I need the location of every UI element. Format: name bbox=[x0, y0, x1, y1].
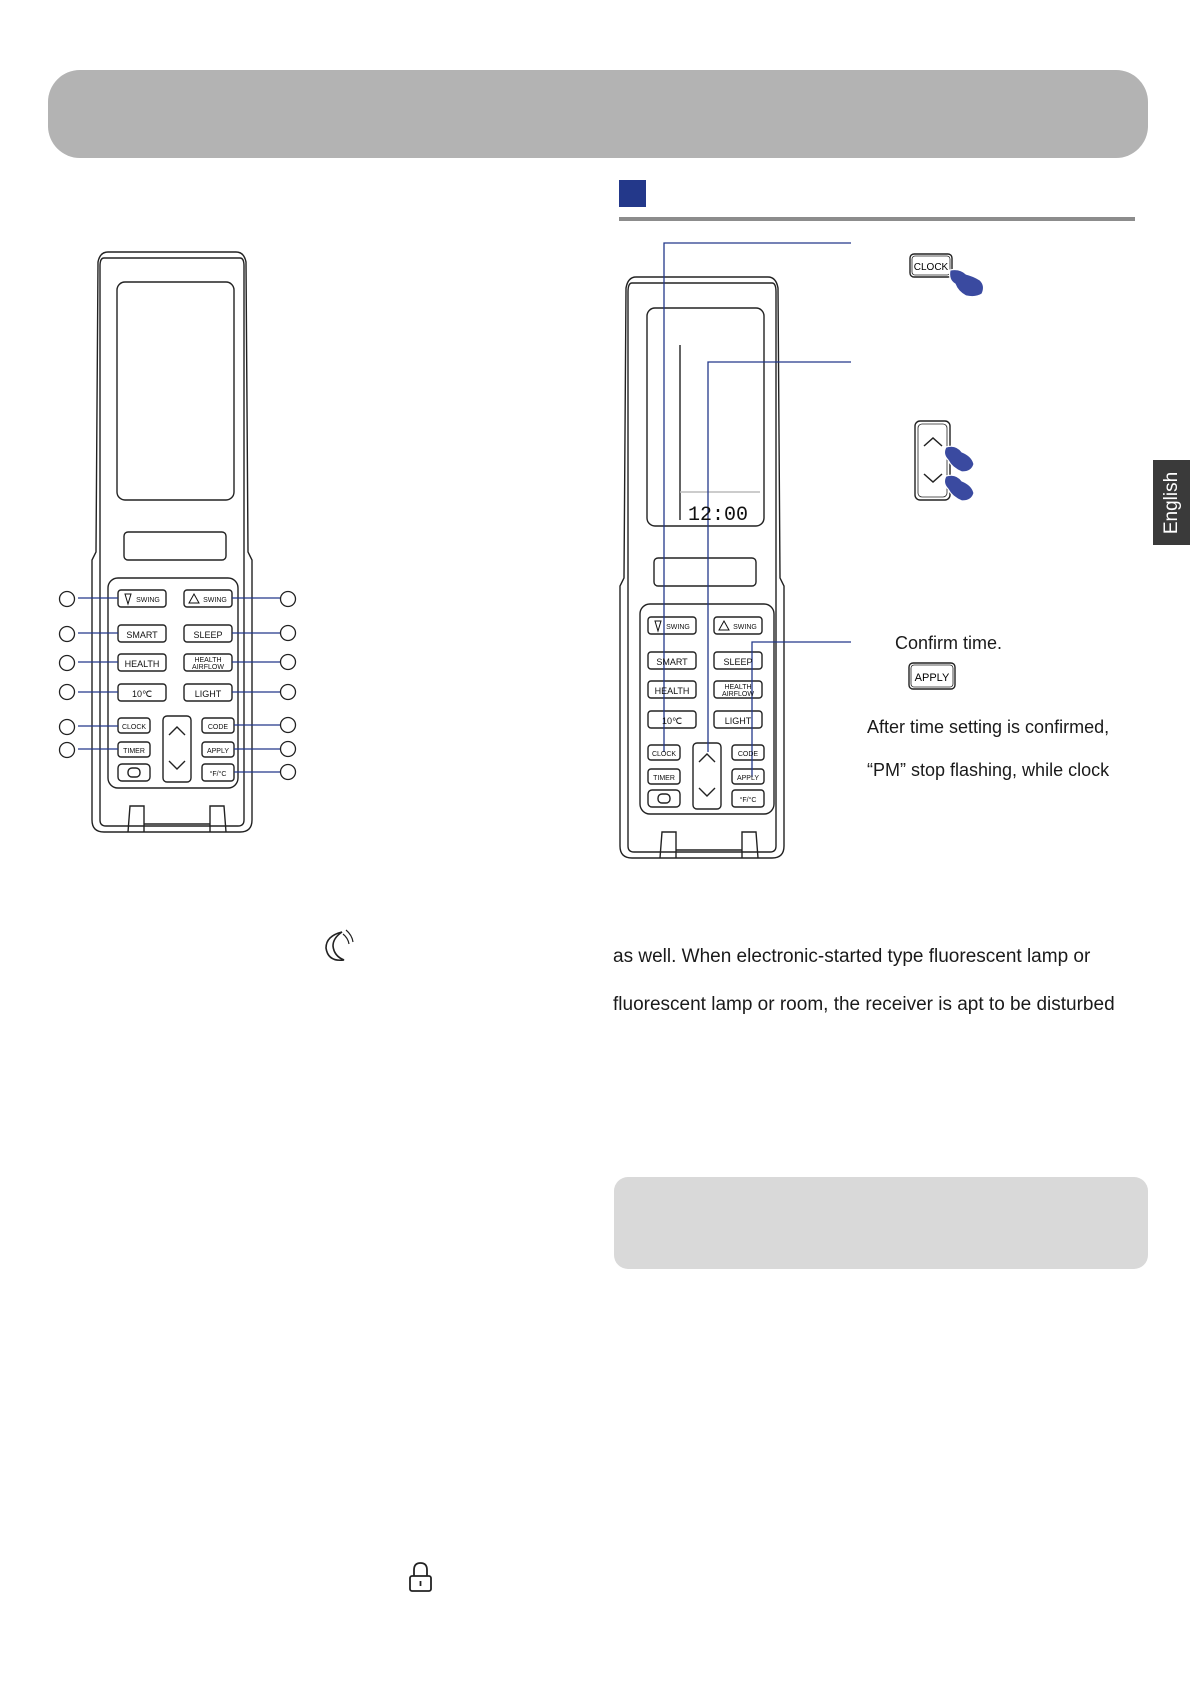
after-setting-line-1: After time setting is confirmed, bbox=[867, 717, 1110, 737]
right-fc-label: °F/°C bbox=[739, 797, 757, 804]
lock-icon bbox=[410, 1563, 431, 1591]
right-display-time: 12:00 bbox=[687, 504, 749, 527]
body-text-line-1: as well. When electronic-started type fluorescent lamp or bbox=[613, 946, 1091, 967]
step-apply-button bbox=[909, 663, 955, 689]
left-swing-v-label: SWING bbox=[136, 597, 160, 604]
right-10c-label: 10℃ bbox=[661, 716, 683, 726]
right-health-label: HEALTH bbox=[654, 686, 690, 696]
left-timer-label: TIMER bbox=[123, 748, 145, 755]
confirm-time-label: Confirm time. bbox=[895, 633, 1003, 653]
left-health-airflow-label-2: AIRFLOW bbox=[192, 664, 224, 671]
left-health-label: HEALTH bbox=[124, 659, 160, 669]
right-apply-label: APPLY bbox=[736, 775, 760, 782]
left-clock-label: CLOCK bbox=[121, 724, 147, 731]
right-timer-label: TIMER bbox=[653, 775, 675, 782]
step-clock-label: CLOCK bbox=[913, 262, 949, 273]
right-light-label: LIGHT bbox=[724, 716, 752, 726]
right-sleep-label: SLEEP bbox=[723, 657, 753, 667]
note-box bbox=[614, 1177, 1148, 1269]
pressing-hand-icon bbox=[950, 270, 984, 297]
left-10c-label: 10℃ bbox=[131, 689, 153, 699]
left-code-label: CODE bbox=[207, 724, 229, 731]
sleep-moon-icon bbox=[326, 930, 353, 960]
left-light-label: LIGHT bbox=[194, 689, 222, 699]
after-setting-line-2: “PM” stop flashing, while clock bbox=[867, 760, 1110, 780]
right-health-airflow-label-1: HEALTH bbox=[724, 684, 752, 691]
right-swing-v-label: SWING bbox=[666, 624, 690, 631]
body-text-line-2: fluorescent lamp or room, the receiver is apt to be disturbed bbox=[613, 994, 1115, 1015]
left-swing-h-label: SWING bbox=[203, 597, 227, 604]
left-sleep-label: SLEEP bbox=[193, 630, 223, 640]
language-tab-label: English bbox=[1160, 471, 1182, 534]
right-health-airflow-label-2: AIRFLOW bbox=[722, 691, 754, 698]
right-code-label: CODE bbox=[737, 751, 759, 758]
left-apply-label: APPLY bbox=[206, 748, 230, 755]
step-apply-label: APPLY bbox=[914, 672, 950, 684]
right-smart-label: SMART bbox=[656, 657, 688, 667]
right-clock-label: CLOCK bbox=[651, 751, 677, 758]
step-clock-button bbox=[910, 254, 952, 277]
right-swing-h-label: SWING bbox=[733, 624, 757, 631]
step-updown-keys bbox=[915, 421, 950, 500]
left-smart-label: SMART bbox=[126, 630, 158, 640]
left-fc-label: °F/°C bbox=[209, 771, 227, 778]
left-health-airflow-label-1: HEALTH bbox=[194, 657, 222, 664]
